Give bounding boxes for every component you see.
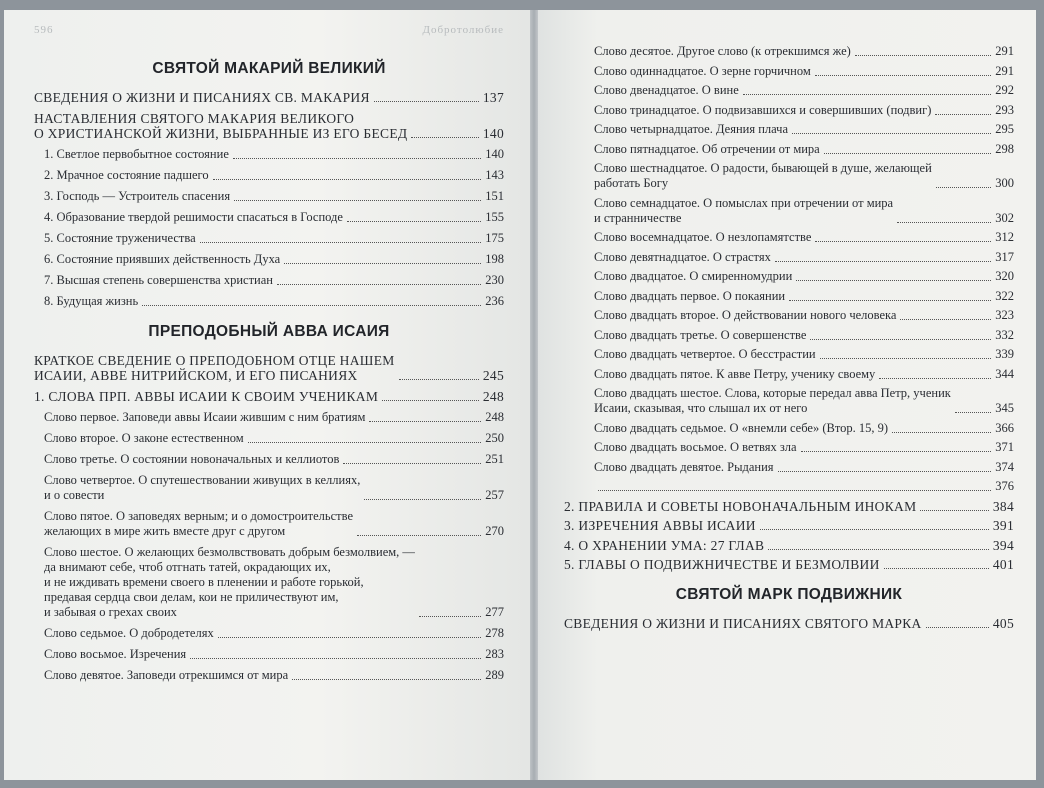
toc-page-number: 250 [485, 431, 504, 445]
toc-entry [34, 294, 504, 309]
page-number: 596 [34, 24, 54, 36]
dot-leader [900, 319, 991, 320]
toc-entry [564, 103, 1014, 118]
toc-entry-title: Слово двадцать первое. О покаянии [594, 288, 786, 303]
toc-entry [564, 142, 1014, 157]
toc-entry [34, 431, 504, 446]
dot-leader [142, 305, 481, 306]
dot-leader [218, 637, 482, 638]
toc-entry [34, 509, 504, 539]
toc-entry-title: Слово десятое. Другое слово (к отрекшимся же) [594, 44, 851, 58]
toc-entry-title: Слово восьмое. Изречения [44, 647, 187, 661]
toc-entry [564, 44, 1014, 59]
toc-entry [564, 308, 1014, 323]
toc-entry [564, 289, 1014, 304]
toc-entry-title: Слово двадцать второе. О действовании нового человека [594, 308, 897, 322]
toc-entry-title: Слово двенадцатое. О вине [594, 83, 739, 97]
toc-page-number: 300 [995, 176, 1014, 190]
toc-page-number: 175 [485, 231, 504, 245]
toc-entry-title: СВЕДЕНИЯ О ЖИЗНИ И ПИСАНИЯХ СВЯТОГО МАРКА [564, 616, 922, 631]
toc-entry [34, 189, 504, 204]
toc-page-number: 320 [995, 269, 1014, 283]
toc-entry-title: Слово двадцать девятое. Рыдания [594, 459, 774, 474]
toc-entry-title: СВЕДЕНИЯ О ЖИЗНИ И ПИСАНИЯХ СВ. МАКАРИЯ [34, 90, 370, 105]
toc-entry-title: Слово двадцать третье. О совершенстве [594, 327, 807, 342]
dot-leader [796, 280, 991, 281]
dot-leader [792, 133, 991, 134]
toc-entry-title: 6. Состояние приявших действенность Духа [44, 252, 281, 266]
toc-entry-title: Слово шестнадцатое. О радости, бывающей в душе, желающей работать Богу [594, 161, 932, 190]
dot-leader [936, 187, 991, 188]
dot-leader [926, 627, 989, 628]
toc-entry [34, 273, 504, 288]
toc-page-number: 292 [995, 83, 1014, 97]
toc-entry-title: 7. Высшая степень совершенства христиан [44, 273, 273, 287]
dot-leader [824, 153, 992, 154]
toc-entry [34, 668, 504, 683]
toc-page-number: 291 [995, 63, 1014, 78]
toc-entry-title: Слово пятнадцатое. Об отречении от мира [594, 141, 820, 156]
toc-page-number: 251 [485, 452, 504, 466]
dot-leader [897, 222, 991, 223]
dot-leader [815, 75, 991, 76]
toc-entry [564, 269, 1014, 284]
dot-leader [343, 463, 481, 464]
dot-leader [760, 529, 989, 530]
dot-leader [778, 471, 992, 472]
section-heading: СВЯТОЙ МАРК ПОДВИЖНИК [675, 586, 903, 603]
toc-entry-title: Слово семнадцатое. О помыслах при отречении от мира и странничестве [594, 195, 894, 225]
section-heading: ПРЕПОДОБНЫЙ АВВА ИСАИЯ [148, 323, 390, 340]
dot-leader [233, 158, 481, 159]
toc-page-number: 137 [482, 90, 504, 105]
toc-entry [34, 626, 504, 641]
toc-entry [564, 250, 1014, 265]
toc-entry [564, 367, 1014, 382]
dot-leader [364, 499, 481, 500]
toc-entry-title: Слово двадцать восьмое. О ветвях зла [594, 440, 797, 454]
toc-page-number: 345 [995, 401, 1014, 415]
toc-entry-title: Слово девятнадцатое. О страстях [594, 249, 771, 264]
toc-entry-title: Слово четвертое. О спутешествовании живущих в келлиях, и о совести [44, 473, 361, 502]
toc-page-number: 278 [485, 626, 504, 640]
toc-entry [564, 328, 1014, 343]
dot-leader [775, 261, 991, 262]
toc-page-number: 248 [485, 410, 504, 424]
toc-entry-title: 4. О ХРАНЕНИИ УМА: 27 ГЛАВ [564, 537, 765, 553]
toc-page-number: 339 [995, 347, 1014, 361]
running-head [34, 24, 504, 46]
toc-entry [564, 460, 1014, 475]
dot-leader [892, 432, 991, 433]
toc-page-number: 140 [482, 126, 504, 141]
dot-leader [768, 549, 989, 550]
toc-page-number: 291 [995, 44, 1014, 58]
dot-leader [743, 94, 992, 95]
toc-entry-title: 3. ИЗРЕЧЕНИЯ АВВЫ ИСАИИ [564, 518, 756, 533]
toc-entry [564, 230, 1014, 245]
toc-entry-title: Слово двадцать четвертое. О бесстрастии [594, 347, 816, 361]
toc-entry [564, 440, 1014, 455]
toc-page-number: 312 [995, 230, 1014, 244]
toc-entry [564, 421, 1014, 436]
toc-entry [564, 122, 1014, 137]
toc-entry-title: 4. Образование твердой решимости спасаться в Господе [44, 210, 343, 224]
toc-entry-title: 2. ПРАВИЛА И СОВЕТЫ НОВОНАЧАЛЬНЫМ ИНОКАМ [564, 498, 917, 514]
toc-entry [564, 196, 1014, 226]
toc-entry [34, 147, 504, 162]
dot-leader [820, 358, 992, 359]
running-title: Добротолюбие [422, 24, 504, 36]
toc-entry-title: Слово двадцать пятое. К авве Петру, ученику своему [594, 366, 876, 381]
dot-leader [369, 421, 481, 422]
dot-leader [815, 241, 991, 242]
toc-page-number: 371 [995, 440, 1014, 454]
toc-entry-title: 8. Будущая жизнь [44, 294, 139, 308]
toc-page-number: 283 [485, 647, 504, 661]
dot-leader [801, 451, 992, 452]
toc-entry [564, 386, 1014, 416]
toc-page-number: 293 [995, 102, 1014, 117]
toc-entry-title: Слово четырнадцатое. Деяния плача [594, 122, 789, 136]
toc-page-number: 374 [995, 459, 1014, 474]
toc-chapter-entry [564, 518, 1014, 533]
section-heading: СВЯТОЙ МАКАРИЙ ВЕЛИКИЙ [152, 60, 386, 77]
toc-page-number: 155 [485, 210, 504, 224]
toc-entry-title: Слово третье. О состоянии новоначальных и келлиотов [44, 452, 340, 466]
toc-entry [34, 647, 504, 662]
dot-leader [277, 284, 481, 285]
toc-page-number: 322 [995, 288, 1014, 303]
dot-leader [598, 490, 991, 491]
toc-entry [34, 473, 504, 503]
toc-entry-title: 2. Мрачное состояние падшего [44, 168, 209, 182]
toc-entry-title: 3. Господь — Устроитель спасения [44, 189, 231, 203]
toc-entry-title: Слово двадцать шестое. Слова, которые передал авва Петр, ученик Исаии, сказывая, что слышал их от него [594, 386, 951, 415]
dot-leader [213, 179, 482, 180]
toc-page-number: 270 [485, 524, 504, 538]
dot-leader [347, 221, 481, 222]
toc-entry [34, 231, 504, 246]
toc-page-number: 384 [992, 498, 1014, 514]
toc-entry-title: Слово шестое. О желающих безмолвствовать добрым безмолвием, — да внимают себе, чтоб отгнать татей, окрадающих их, и не иждивать времени своего в пленении и работе горькой, предавая сердца свои делам, кои не приличествуют им, и забывая о грехах своих [44, 545, 415, 619]
left-page [4, 10, 530, 780]
toc-entry-title: Слово восемнадцатое. О незлопамятстве [594, 230, 812, 244]
toc-page-number: 317 [995, 249, 1014, 264]
toc-entry-title: Слово двадцатое. О смиренномудрии [594, 269, 793, 283]
dot-leader [292, 679, 481, 680]
toc-entry [564, 83, 1014, 98]
toc-entry-title: Слово пятое. О заповедях верным; и о домостроительстве желающих в мире жить вместе друг с другом [44, 509, 354, 538]
left-toc [34, 60, 504, 683]
toc-page-number: 366 [995, 420, 1014, 435]
toc-entry [564, 64, 1014, 79]
toc-entry [34, 545, 504, 620]
toc-page-number: 151 [485, 189, 504, 203]
dot-leader [789, 300, 991, 301]
dot-leader [920, 510, 988, 511]
toc-entry-title: Слово тринадцатое. О подвизавшихся и совершивших (подвиг) [594, 102, 932, 117]
toc-entry [34, 252, 504, 267]
toc-entry-title: Слово двадцать седьмое. О «внемли себе» (Втор. 15, 9) [594, 420, 889, 435]
toc-page-number: 302 [995, 210, 1014, 225]
toc-entry-title: Слово седьмое. О добродетелях [44, 626, 214, 640]
toc-entry-title: НАСТАВЛЕНИЯ СВЯТОГО МАКАРИЯ ВЕЛИКОГО О ХРИСТИАНСКОЙ ЖИЗНИ, ВЫБРАННЫЕ ИЗ ЕГО БЕСЕД [34, 111, 408, 141]
dot-leader [200, 242, 482, 243]
toc-entry [34, 210, 504, 225]
toc-page-number: 295 [995, 122, 1014, 136]
toc-page-number: 277 [485, 605, 504, 619]
dot-leader [810, 339, 991, 340]
toc-entry [564, 161, 1014, 191]
toc-page-number: 394 [992, 537, 1014, 553]
dot-leader [284, 263, 481, 264]
dot-leader [190, 658, 481, 659]
toc-page-number: 344 [995, 366, 1014, 381]
dot-leader [419, 616, 481, 617]
toc-page-number: 245 [482, 368, 504, 383]
toc-page-number: 230 [485, 273, 504, 287]
toc-entry-title: 1. СЛОВА ПРП. АВВЫ ИСАИИ К СВОИМ УЧЕНИКАМ [34, 389, 379, 404]
toc-entry-title: КРАТКОЕ СВЕДЕНИЕ О ПРЕПОДОБНОМ ОТЦЕ НАШЕМ ИСАИИ, АВВЕ НИТРИЙСКОМ, И ЕГО ПИСАНИЯХ [34, 353, 395, 383]
toc-chapter-entry [564, 557, 1014, 572]
toc-page-number: 391 [992, 518, 1014, 533]
dot-leader [935, 114, 991, 115]
toc-entry-title: Слово первое. Заповеди аввы Исаии жившим с ним братиям [44, 410, 366, 424]
toc-chapter-entry [34, 90, 504, 105]
dot-leader [382, 400, 479, 401]
toc-page-number: 332 [995, 327, 1014, 342]
toc-entry-title: Слово одиннадцатое. О зерне горчичном [594, 63, 811, 78]
toc-chapter-entry [564, 499, 1014, 514]
toc-entry [564, 347, 1014, 362]
toc-chapter-entry [34, 389, 504, 404]
toc-page-number: 140 [485, 147, 504, 161]
toc-entry-title: 5. Состояние труженичества [44, 231, 196, 245]
toc-page-number: 198 [485, 252, 504, 266]
toc-entry-title: Слово второе. О законе естественном [44, 431, 244, 445]
toc-page-number: 405 [992, 616, 1014, 631]
dot-leader [411, 137, 478, 138]
toc-page-number: 323 [995, 308, 1014, 322]
toc-page-number: 376 [995, 479, 1014, 493]
toc-entry [564, 479, 1014, 494]
dot-leader [884, 568, 989, 569]
dot-leader [234, 200, 481, 201]
toc-page-number: 143 [485, 168, 504, 182]
dot-leader [399, 379, 479, 380]
toc-chapter-entry [564, 616, 1014, 631]
toc-chapter-entry [34, 353, 504, 383]
toc-entry [34, 168, 504, 183]
right-page [538, 10, 1036, 780]
right-toc [564, 44, 1014, 631]
toc-entry-title: 5. ГЛАВЫ О ПОДВИЖНИЧЕСТВЕ И БЕЗМОЛВИИ [564, 557, 880, 572]
dot-leader [855, 55, 991, 56]
dot-leader [248, 442, 482, 443]
toc-page-number: 236 [485, 294, 504, 308]
toc-page-number: 401 [992, 557, 1014, 572]
toc-page-number: 248 [482, 389, 504, 404]
toc-entry [34, 410, 504, 425]
toc-chapter-entry [564, 538, 1014, 553]
dot-leader [357, 535, 481, 536]
toc-entry-title: Слово девятое. Заповеди отрекшимся от мира [44, 668, 289, 682]
toc-entry-title: 1. Светлое первобытное состояние [44, 147, 229, 161]
toc-page-number: 289 [485, 668, 504, 682]
toc-page-number: 298 [995, 141, 1014, 156]
dot-leader [374, 101, 479, 102]
dot-leader [879, 378, 991, 379]
dot-leader [955, 412, 991, 413]
toc-chapter-entry [34, 111, 504, 141]
toc-entry [34, 452, 504, 467]
toc-page-number: 257 [485, 488, 504, 502]
